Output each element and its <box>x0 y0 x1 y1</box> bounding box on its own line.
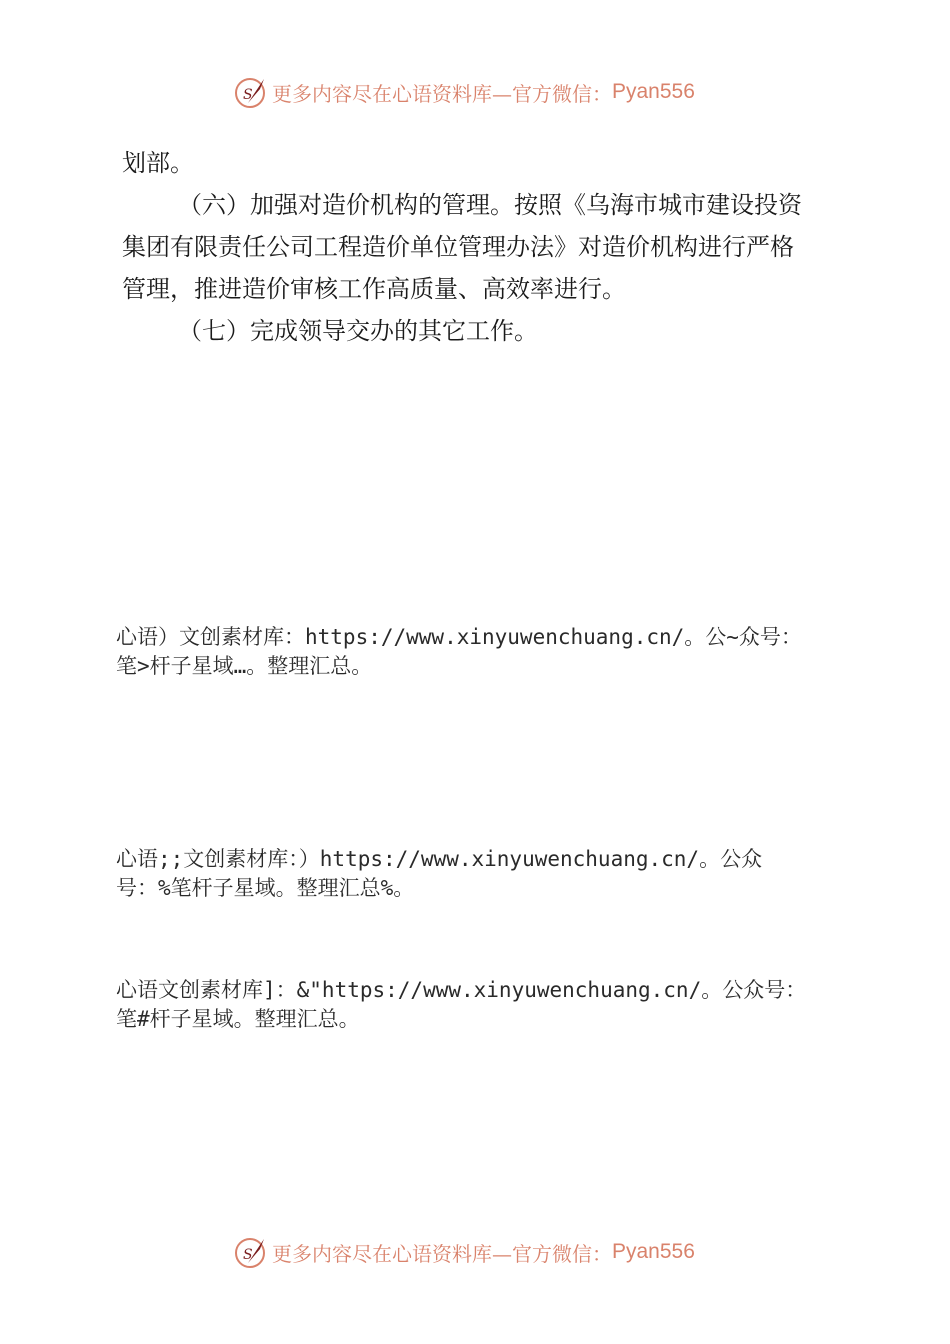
header-wechat-id: Pyan556 <box>612 80 695 103</box>
body-line: 管理，推进造价审核工作高质量、高效率进行。 <box>122 275 626 303</box>
watermark-line: 心语）文创素材库：https://www.xinyuwenchuang.cn/。公~众号： <box>116 625 802 649</box>
header-banner-text: 更多内容尽在心语资料库—官方微信： <box>272 81 612 106</box>
body-line: 集团有限责任公司工程造价单位管理办法》对造价机构进行严格 <box>122 233 794 261</box>
footer-banner <box>234 1234 695 1270</box>
document-body <box>122 142 837 352</box>
watermark-line: 心语;;文创素材库：）https://www.xinyuwenchuang.cn/。公众 <box>116 847 763 871</box>
watermark-line: 心语文创素材库]：&"https://www.xinyuwenchuang.cn/。公众号： <box>116 978 807 1002</box>
footer-banner-text: 更多内容尽在心语资料库—官方微信： <box>272 1241 612 1266</box>
header-banner <box>234 74 695 110</box>
watermark-block <box>116 623 876 681</box>
watermark-block <box>116 845 876 903</box>
watermark-line: 笔#杆子星域。整理汇总。 <box>116 1007 360 1031</box>
sy-quill-logo-icon <box>234 1235 268 1269</box>
watermark-block <box>116 976 876 1034</box>
sy-quill-logo-icon <box>234 75 268 109</box>
svg-text:S: S <box>243 1247 253 1263</box>
svg-text:S: S <box>243 87 253 103</box>
watermark-line: 号：%笔杆子星域。整理汇总%。 <box>116 876 415 900</box>
body-line: 划部。 <box>122 149 194 177</box>
body-line: （六）加强对造价机构的管理。按照《乌海市城市建设投资 <box>178 191 802 219</box>
body-line: （七）完成领导交办的其它工作。 <box>178 317 538 345</box>
footer-wechat-id: Pyan556 <box>612 1240 695 1263</box>
watermark-line: 笔>杆子星域…。整理汇总。 <box>116 654 373 678</box>
